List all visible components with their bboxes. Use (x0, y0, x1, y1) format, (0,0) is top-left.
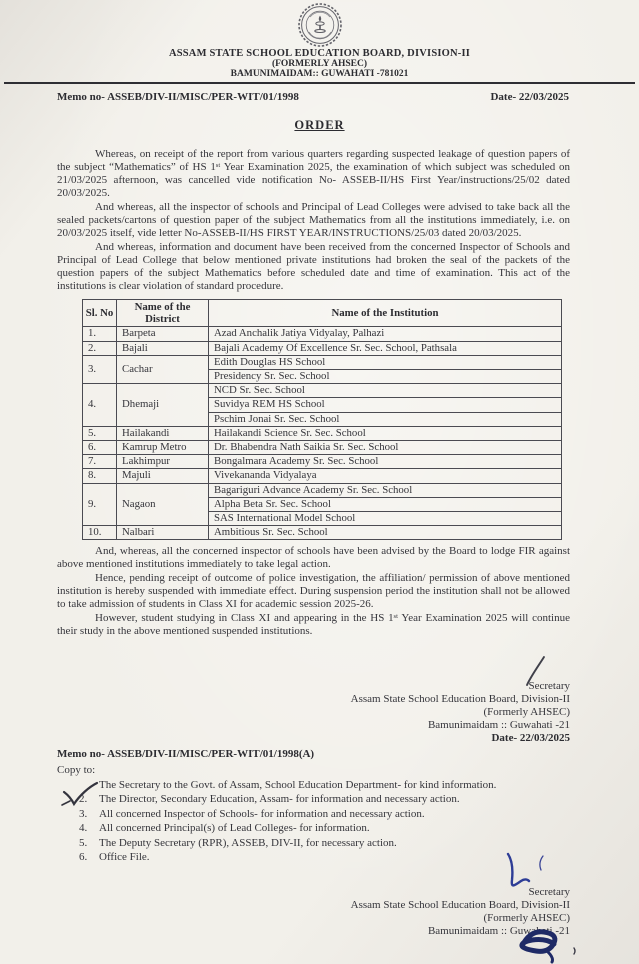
copy-item-text: The Secretary to the Govt. of Assam, School Education Department- for kind information. (99, 778, 497, 791)
signatory-org-former: (Formerly AHSEC) (483, 706, 570, 719)
org-name: ASSAM STATE SCHOOL EDUCATION BOARD, DIVISION-II (168, 48, 471, 59)
district-cell: Nagaon (117, 483, 209, 526)
institution-cell: Bagariguri Advance Academy Sr. Sec. School (209, 483, 562, 497)
district-cell: Cachar (117, 355, 209, 383)
table-row (83, 327, 562, 341)
table-row (83, 384, 562, 398)
table-row (83, 469, 562, 483)
institution-cell: Dr. Bhabendra Nath Saikia Sr. Sec. School (209, 441, 562, 455)
sl-no-cell: 2. (83, 341, 117, 355)
sl-no-cell: 4. (83, 384, 117, 427)
institution-cell: Alpha Beta Sr. Sec. School (209, 497, 562, 511)
institution-cell: Edith Douglas HS School (209, 355, 562, 369)
signatory-role: Secretary (528, 680, 570, 693)
copy-item-number: 4. (79, 822, 88, 835)
sl-no-cell: 5. (83, 426, 117, 440)
copy-item-number: 3. (79, 807, 88, 820)
order-body (0, 133, 639, 938)
signatory-role: Secretary (528, 885, 570, 898)
table-row (83, 355, 562, 369)
order-paragraph: Hence, pending receipt of outcome of police investigation, the affiliation/ permission of above mentioned institution is hereby suspended with immediate effect. During suspension period the institution shall not be allowed to take admission of students in Class XI for academic session 2025-26. (57, 572, 570, 611)
memo-row (0, 84, 639, 103)
institution-cell: Hailakandi Science Sr. Sec. School (209, 426, 562, 440)
lamp-flame-icon (318, 16, 320, 22)
sl-no-cell: 9. (83, 483, 117, 526)
table-row (83, 441, 562, 455)
institution-cell: SAS International Model School (209, 512, 562, 526)
district-cell: Majuli (117, 469, 209, 483)
institution-cell: Azad Anchalik Jatiya Vidyalay, Palhazi (209, 327, 562, 341)
col-header-district: Name of the District (117, 300, 209, 327)
signatory-address: Bamunimaidam :: Guwahati -21 (427, 924, 570, 937)
col-header-institution: Name of the Institution (209, 300, 562, 327)
order-date: Date- 22/03/2025 (490, 91, 569, 103)
signatory-address: Bamunimaidam :: Guwahati -21 (427, 719, 570, 732)
pen-comma-mark (574, 948, 575, 954)
institution-cell: Presidency Sr. Sec. School (209, 370, 562, 384)
sl-no-cell: 1. (83, 327, 117, 341)
table-row (83, 455, 562, 469)
signature-block-1 (57, 680, 570, 745)
org-former-name: (FORMERLY AHSEC) (271, 59, 368, 69)
table-header-row (83, 300, 562, 327)
signatory-org-former: (Formerly AHSEC) (483, 911, 570, 924)
table-row (83, 483, 562, 497)
table-row (83, 526, 562, 540)
district-cell: Kamrup Metro (117, 441, 209, 455)
copy-to-item (79, 793, 570, 806)
blue-ink-scribble-tail (548, 952, 553, 962)
signature-date: Date- 22/03/2025 (491, 732, 570, 745)
institution-cell: NCD Sr. Sec. School (209, 384, 562, 398)
copy-to-label: Copy to: (57, 764, 96, 777)
institution-cell: Suvidya REM HS School (209, 398, 562, 412)
district-cell: Nalbari (117, 526, 209, 540)
district-cell: Dhemaji (117, 384, 209, 427)
copy-item-text: The Director, Secondary Education, Assam- for information and necessary action. (99, 793, 460, 806)
order-paragraph: However, student studying in Class XI and appearing in the HS 1ˢᵗ Year Examination 2025 will continue their study in the above mentioned suspended institutions. (57, 612, 570, 638)
copy-item-number: 6. (79, 850, 88, 863)
memo-number-copy: Memo no- ASSEB/DIV-II/MISC/PER-WIT/01/1998(A) (57, 748, 315, 761)
copy-item-text: Office File. (99, 850, 150, 863)
order-title: ORDER (294, 118, 345, 132)
copy-to-item (79, 779, 570, 792)
org-address: BAMUNIMAIDAM:: GUWAHATI -781021 (230, 69, 409, 79)
copy-item-number (79, 779, 99, 792)
institution-cell: Ambitious Sr. Sec. School (209, 526, 562, 540)
copy-to-item (79, 851, 570, 864)
copy-item-number: 2. (79, 793, 88, 806)
copy-item-text: All concerned Principal(s) of Lead Colleges- for information. (99, 822, 370, 835)
sl-no-cell: 3. (83, 355, 117, 383)
copy-to-item (79, 822, 570, 835)
board-seal-icon (297, 2, 343, 48)
col-header-sl-no: Sl. No (83, 300, 117, 327)
sl-no-cell: 10. (83, 526, 117, 540)
order-paragraph: And whereas, information and document have been received from the concerned Inspector of Schools and Principal of Lead College that below mentioned private institutions had broken the seal of the packets of the question papers of the subject Mathematics before scheduled date and time of examination. This act of the institutions is clear violation of standard procedure. (57, 241, 570, 292)
institution-cell: Vivekananda Vidyalaya (209, 469, 562, 483)
table-row (83, 426, 562, 440)
sl-no-cell: 6. (83, 441, 117, 455)
institution-cell: Bajali Academy Of Excellence Sr. Sec. School, Pathsala (209, 341, 562, 355)
district-cell: Barpeta (117, 327, 209, 341)
institutions-table (82, 299, 562, 540)
signatory-org: Assam State School Education Board, Division-II (350, 898, 570, 911)
copy-item-text: The Deputy Secretary (RPR), ASSEB, DIV-II, for necessary action. (99, 836, 397, 849)
order-paragraph: And whereas, all the inspector of schools and Principal of Lead Colleges were advised to take back all the sealed packets/cartons of question paper of the subject Mathematics from all the institutions immediately, i.e. on 20/03/2025 itself, vide letter No-ASSEB-II/HS FIRST YEAR/INSTRUCTIONS/25/03 dated 20/03/2025. (57, 201, 570, 239)
table-row (83, 341, 562, 355)
copy-item-text: All concerned Inspector of Schools- for information and necessary action. (99, 807, 425, 820)
copy-item-number: 5. (79, 836, 88, 849)
order-paragraph: And, whereas, all the concerned inspector of schools have been advised by the Board to lodge FIR against above mentioned institutions immediately to take legal action. (57, 545, 570, 571)
memo-number: Memo no- ASSEB/DIV-II/MISC/PER-WIT/01/1998 (57, 91, 299, 103)
institution-cell: Pschim Jonai Sr. Sec. School (209, 412, 562, 426)
letterhead (0, 0, 639, 79)
signature-block-2 (57, 886, 570, 938)
institution-cell: Bongalmara Academy Sr. Sec. School (209, 455, 562, 469)
copy-to-item (79, 837, 570, 850)
sl-no-cell: 8. (83, 469, 117, 483)
district-cell: Bajali (117, 341, 209, 355)
sl-no-cell: 7. (83, 455, 117, 469)
copy-to-item (79, 808, 570, 821)
signatory-org: Assam State School Education Board, Division-II (350, 693, 570, 706)
district-cell: Hailakandi (117, 426, 209, 440)
order-paragraph: Whereas, on receipt of the report from various quarters regarding suspected leakage of question papers of the subject “Mathematics” of HS 1ˢᵗ Year Examination 2025, the examination of which subject was scheduled on 21/03/2025 afternoon, was cancelled vide notification No- ASSEB-II/HS First Year/instructions/25/02 dated 20/03/2025. (57, 148, 570, 199)
district-cell: Lakhimpur (117, 455, 209, 469)
